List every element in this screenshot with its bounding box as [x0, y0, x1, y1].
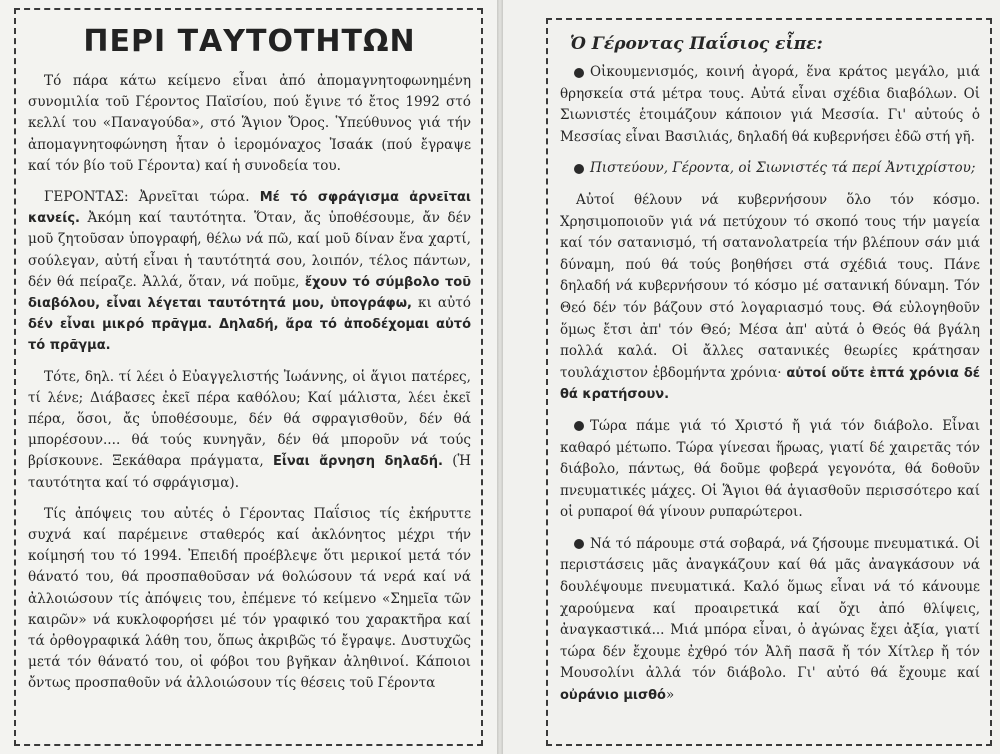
quote-heading: Ὁ Γέροντας Παΐσιος εἶπε: — [570, 34, 823, 54]
dialogue-text: ΓΕΡΟΝΤΑΣ: Ἀρνεῖται τώρα. — [44, 189, 260, 206]
question-line — [560, 158, 980, 180]
dialogue-text: (Ἡ ταυτότητα καί τό σφράγισμα). — [28, 453, 471, 491]
emphasis-text: Μέ τό σφράγισμα ἀρνεῖται κανείς. — [28, 190, 471, 227]
bullet-dot-icon — [574, 68, 584, 78]
bullet-paragraph-4 — [560, 534, 980, 707]
dialogue-text: κι αὐτό — [411, 295, 471, 312]
left-dashed-frame — [14, 8, 483, 746]
bullet-text: » — [665, 687, 675, 704]
right-page — [503, 0, 1000, 754]
right-dashed-frame — [546, 18, 992, 746]
dialogue-paragraph-1 — [28, 187, 471, 357]
emphasis-text: Εἶναι ἄρνηση δηλαδή. — [272, 454, 443, 470]
question-text: Πιστεύουν, Γέροντα, οἱ Σιωνιστές τά περί Ἀντιχρίστου; — [590, 160, 976, 177]
bullet-text: Οἰκουμενισμός, κοινή ἀγορά, ἕνα κράτος μεγάλο, μιά θρησκεία στά μέτρα τους. Αὐτά εἶναι σχέδια διαβόλων. Οἱ Σιωνιστές ἑτοιμάζουν κάποιον γιά Μεσσία. Γι' αὐτούς ὁ Μεσσίας εἶναι Βασιλιάς, δηλαδή θά κυβερνήσει ἐδῶ στή γῆ. — [560, 64, 980, 145]
answer-paragraph — [560, 190, 980, 406]
bullet-text: Νά τό πάρουμε στά σοβαρά, νά ζήσουμε πνευματικά. Οἱ περιστάσεις μᾶς ἀναγκάζουν καί θά μᾶς ἀναγκάσουν νά δουλέψουμε πνευματικά. Καλό ὅμως εἶναι νά τό κάνουμε χαρούμενα καί προαιρετικά καί ὄχι ἀπό θλίψεις, ἀναγκαστικά... Μιά μπόρα εἶναι, ὁ ἀγώνας ἔχει ἀξία, γιατί τώρα δέν ἔχουμε ἐχθρό τόν Ἀλῆ πασᾶ ἤ τόν Χίτλερ ἤ τόν Μουσολίνι ἀλλά τόν διάβολο. Γι' αὐτό θά ἔχουμε καί — [560, 535, 980, 682]
bullet-paragraph-1 — [560, 62, 980, 148]
page-title: ΠΕΡΙ ΤΑΥΤΟΤΗΤΩΝ — [83, 24, 416, 59]
left-page — [0, 0, 497, 754]
emphasis-text: οὐράνιο μισθό — [560, 688, 666, 704]
emphasis-text: αὐτοί οὔτε ἑπτά χρόνια δέ θά κρατήσουν. — [560, 365, 980, 403]
answer-text: Αὐτοί θέλουν νά κυβερνήσουν ὅλο τόν κόσμο. Χρησιμοποιοῦν γιά νά πετύχουν τό σκοπό τους τήν μαγεία καί τόν σατανισμό, τή σατανολατρεία τήν βλέπουν σάν μιά δύναμη, πού θά τούς βοηθήσει στά σχέδιά τους. Πάνε δηλαδή νά κυβερνήσουν τό κόσμο μέ σατανική δύναμη. Τόν Θεό δέν τόν βάζουν στό λογαριασμό τους. Θά εὐλογηθοῦν ὅμως ἔτσι ἀπ' τόν Θεό; Μέσα ἀπ' αὐτά ὁ Θεός θά βγάλη πολλά καλά. Οἱ ἄλλες σατανικές θεωρίες κράτησαν τουλάχιστον ἑβδομήντα χρόνια· — [560, 191, 980, 381]
bullet-text: Τώρα πάμε γιά τό Χριστό ἤ γιά τόν διάβολο. Εἶναι καθαρό μέτωπο. Τώρα γίνεσαι ἥρωας, γιατί δέ χαιρετᾶς τόν διάβολο, πάντως, θά δοῦμε φοβερά γεγονότα, θά δοθοῦν πνευματικές μάχες. Οἱ Ἅγιοι θά ἁγιασθοῦν περισσότερο καί οἱ ρυπαροί θά γίνουν ρυπαρώτεροι. — [560, 417, 980, 521]
dialogue-text: Τότε, δηλ. τί λέει ὁ Εὐαγγελιστής Ἰωάννης, οἱ ἅγιοι πατέρες, τί λένε; Διάβασες ἐκεῖ πέρα καθόλου; Καί μάλιστα, λέει ἐκεῖ πέρα, ὅσοι, ἄς ὑποθέσουμε, δέν θά σφραγισθοῦν, δέν θά μπορέσουν.... θά τούς κυνηγᾶν, δέν θά μποροῦν νά τούς βρίσκουνε. Ξεκάθαρα πράγματα, — [28, 368, 471, 470]
bullet-dot-icon — [574, 421, 584, 431]
bullet-dot-icon — [574, 164, 584, 174]
emphasis-text: δέν εἶναι μικρό πρᾶγμα. Δηλαδή, ἄρα τό ἀποδέχομαι αὐτό τό πρᾶγμα. — [28, 317, 471, 354]
emphasis-text: ἔχουν τό σύμβολο τοῦ διαβόλου, εἶναι λέγεται ταυτότητά μου, ὑπογράφω, — [28, 274, 471, 312]
dialogue-text: Ἀκόμη καί ταυτότητα. Ὅταν, ἄς ὑποθέσουμε, ἄν δέν μοῦ ζητοῦσαν ὑπογραφή, θέλω νά πῶ, καί μοῦ δίναν ἕνα χαρτί, σούλεγαν, αὐτή εἶναι ἡ ταυτότητά σου, λοιπόν, τέλος πάντων, δέν θά πείραζε. Ἀλλά, ὅταν, νά ποῦμε, — [28, 210, 471, 290]
bullet-paragraph-3 — [560, 416, 980, 524]
dialogue-paragraph-2 — [28, 367, 471, 494]
bullet-dot-icon — [574, 539, 584, 549]
intro-paragraph: Τό πάρα κάτω κείμενο εἶναι ἀπό ἀπομαγνητοφωνημένη συνομιλία τοῦ Γέροντος Παϊσίου, πού ἔγινε τό ἔτος 1992 στό κελλί του «Παναγούδα», στό Ἅγιον Ὄρος. Ὑπεύθυνος γιά τήν ἀπομαγνητοφώνηση ἦταν ὁ ἱερομόναχος Ἰσαάκ (πού ἔγραψε καί τόν βίο τοῦ Γέροντα) καί ἡ συνοδεία του. — [28, 73, 471, 174]
closing-paragraph: Τίς ἀπόψεις του αὐτές ὁ Γέροντας Παΐσιος τίς ἐκήρυττε συχνά καί παρέμεινε σταθερός καί ἀκλόνητος μέχρι τήν κοίμησή του τό 1994. Ἐπειδή προέβλεψε ὅτι μερικοί μετά τόν θάνατό του, θά προσπαθοῦσαν νά θολώσουν τά νερά καί νά ἀλλοιώσουν τίς ἀπόψεις του, ἐπέμενε τό κείμενο «Σημεῖα τῶν καιρῶν» νά κυκλοφορήσει μέ τόν γραφικό του χαρακτῆρα καί τά ὀρθογραφικά λάθη του, ὅπως ἀκριβῶς τό ἔγραψε. Δυστυχῶς μετά τόν θάνατό του, οἱ φόβοι του βγῆκαν ἀληθινοί. Κάποιοι ὄντως προσπαθοῦν νά ἀλλοιώσουν τίς θέσεις τοῦ Γέροντα — [28, 505, 471, 692]
